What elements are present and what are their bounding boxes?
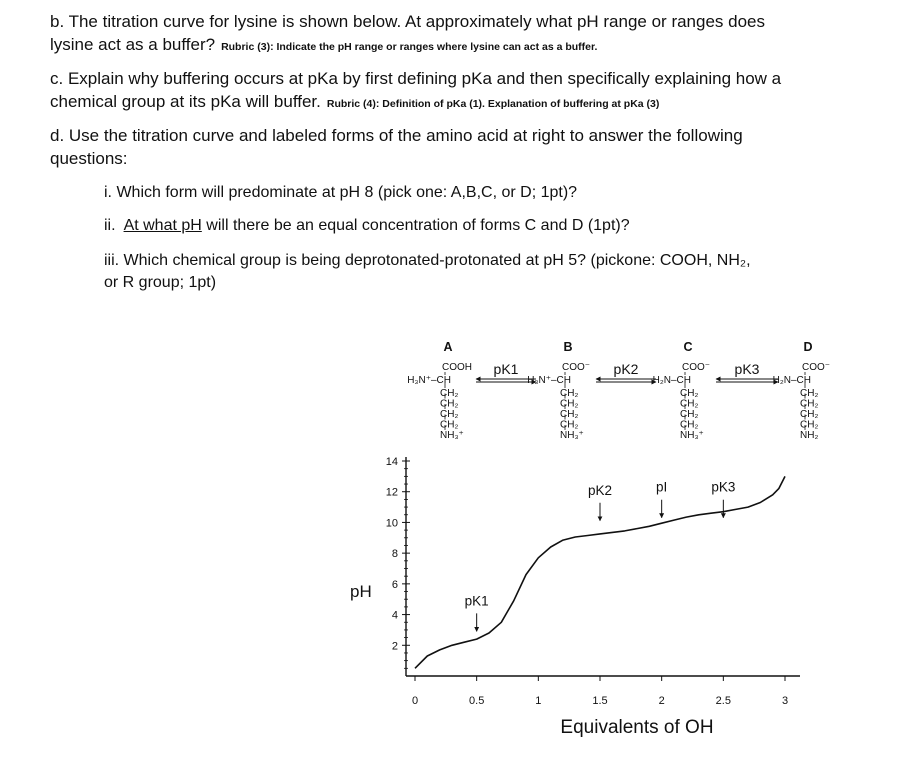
x-tick-label: 2.5: [715, 695, 731, 707]
side-chain-group: CH₂: [440, 398, 459, 410]
question-c-text2: chemical group at its pKa will buffer.: [50, 92, 321, 111]
sub-question-ii-text: will there be an equal concentration of forms C and D (1pt)?: [201, 217, 630, 234]
y-tick-label: 8: [391, 548, 398, 561]
equilibrium-label: pK2: [613, 361, 639, 377]
equilibrium-pk1: [476, 361, 536, 382]
equilibrium-pk3: [716, 361, 778, 382]
y-tick-label: 2: [391, 640, 398, 653]
form-d: [773, 340, 830, 441]
x-tick-label: 1.5: [592, 695, 608, 707]
side-chain-group: NH₃⁺: [440, 430, 464, 441]
form-label: C: [683, 340, 693, 354]
y-axis-title: pH: [350, 582, 372, 601]
alpha-amino-group: H₂N–CH: [772, 375, 811, 386]
question-d-text: d. Use the titration curve and labeled forms of the amino acid at right to answer the following: [50, 126, 743, 145]
alpha-amino-group: H₂N–CH: [652, 375, 691, 386]
y-tick-label: 10: [385, 517, 398, 530]
carboxyl-group: COO⁻: [682, 362, 711, 373]
equilibrium-label: pK3: [734, 361, 760, 377]
x-tick-label: 0.5: [469, 695, 485, 707]
x-tick-label: 1: [535, 695, 542, 707]
side-chain-group: NH₃⁺: [680, 430, 704, 441]
question-b-text2: lysine act as a buffer?: [50, 35, 216, 54]
x-tick-label: 3: [781, 695, 789, 707]
side-chain-group: CH₂: [440, 419, 459, 431]
form-label: A: [443, 340, 453, 354]
equilibrium-arrows: [476, 361, 778, 382]
side-chain-group: CH₂: [440, 388, 459, 399]
side-chain-group: CH₂: [680, 419, 699, 431]
equilibrium-label: pK1: [493, 361, 519, 377]
y-tick-label: 6: [391, 578, 398, 591]
annotation-label: pI: [656, 479, 668, 495]
form-label: B: [563, 340, 573, 354]
side-chain-group: CH₂: [800, 388, 819, 399]
chart-annotations: [465, 480, 736, 632]
alpha-amino-group: H₃N⁺–CH: [527, 375, 571, 386]
carboxyl-group: COO⁻: [562, 362, 591, 373]
annotation-label: pK1: [464, 593, 489, 609]
question-c-text: c. Explain why buffering occurs at pKa by first defining pKa and then specifically explaining how a: [50, 69, 782, 88]
side-chain-group: CH₂: [680, 398, 699, 410]
x-tick-label: 2: [658, 695, 665, 707]
y-tick-label: 4: [391, 609, 398, 622]
side-chain-group: CH₂: [800, 409, 819, 420]
sub-question-ii-underlined: At what pH: [123, 217, 202, 234]
carboxyl-group: COO⁻: [802, 362, 831, 373]
sub-question-i-text: i. Which form will predominate at pH 8 (pick one: A,B,C, or D; 1pt)?: [104, 184, 578, 201]
amino-acid-forms: [407, 340, 830, 441]
alpha-amino-group: H₃N⁺–CH: [407, 375, 451, 386]
question-c-rubric: Rubric (4): Definition of pKa (1). Explanation of buffering at pKa (3): [326, 98, 660, 110]
side-chain-group: CH₂: [800, 398, 819, 410]
side-chain-group: NH₂: [800, 430, 819, 441]
side-chain-group: CH₂: [800, 419, 819, 431]
y-tick-label: 14: [385, 456, 398, 468]
x-tick-label: 0: [411, 695, 419, 707]
question-d-text2: questions:: [50, 149, 128, 168]
sub-question-iii-text: iii. Which chemical group is being deprotonated-protonated at pH 5? (pickone: COOH, NH₂,: [104, 252, 751, 269]
question-b-text: b. The titration curve for lysine is shown below. At approximately what pH range or ranges does: [50, 12, 766, 31]
sub-question-iii-text2: or R group; 1pt): [104, 274, 217, 291]
equilibrium-pk2: [596, 361, 656, 382]
annotation-label: pK2: [587, 482, 613, 498]
sub-question-ii-prefix: ii.: [104, 217, 124, 234]
side-chain-group: CH₂: [560, 419, 579, 431]
side-chain-group: CH₂: [680, 409, 699, 420]
form-label: D: [803, 340, 813, 354]
x-axis-title: Equivalents of OH: [560, 717, 714, 738]
form-a: [407, 340, 472, 441]
side-chain-group: CH₂: [560, 388, 579, 399]
form-b: [527, 340, 590, 441]
question-b-rubric: Rubric (3): Indicate the pH range or ranges where lysine can act as a buffer.: [221, 41, 598, 53]
chart-axes: [350, 456, 800, 738]
side-chain-group: CH₂: [680, 388, 699, 399]
carboxyl-group: COOH: [442, 362, 472, 373]
form-c: [653, 340, 710, 441]
annotation-label: pK3: [711, 479, 736, 495]
side-chain-group: CH₂: [560, 409, 579, 420]
side-chain-group: NH₃⁺: [560, 430, 584, 441]
y-tick-label: 12: [385, 486, 398, 499]
side-chain-group: CH₂: [440, 409, 459, 420]
side-chain-group: CH₂: [560, 398, 579, 410]
